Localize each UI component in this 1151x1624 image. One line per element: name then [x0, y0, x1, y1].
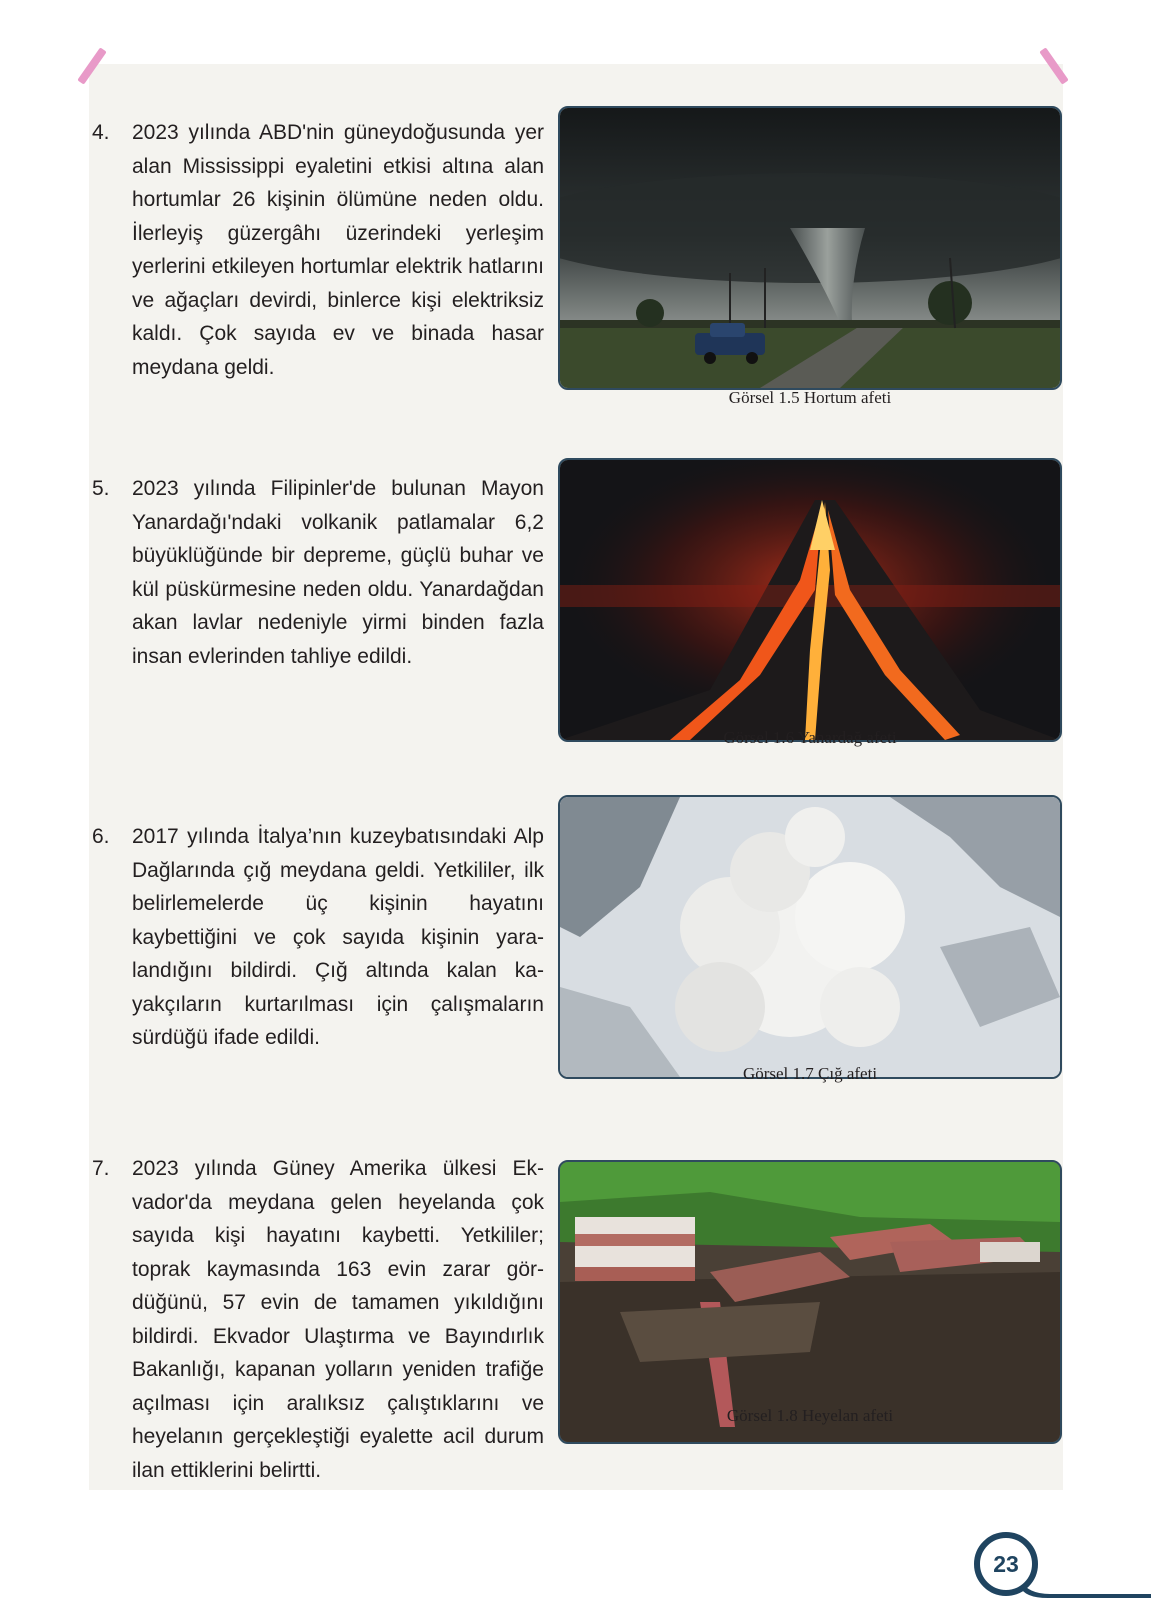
item-text: 2017 yılında İtalya’nın kuzeybatısındaki Alp Dağlarında çığ meydana geldi. Yetkililer, ilk belirlemelerde üç kişinin hayatını kaybettiğini ve çok sayıda kişinin yaralandığını bildirdi. Çığ altında kalan kayakçıların kurtarılması için çalışmaların sürdüğü ifade edildi. [132, 825, 544, 1049]
item-text: 2023 yılında Filipinler'de bulunan Mayon Yanardağı'ndaki volkanik patlamalar 6,2 büyüklüğünde bir depreme, güçlü buhar ve kül püskürmesine neden oldu. Yanardağdan akan lavlar nedeniyle yirmi binden fazla insan evlerinden tahliye edildi. [132, 477, 544, 668]
figure-caption: Görsel 1.6 Yanardağ afeti [723, 728, 897, 747]
item-text: 2023 yılında ABD'nin güneydoğusunda yer alan Mississippi eyaletini etkisi altına alan hortumlar 26 kişinin ölümüne neden oldu. İlerleyiş güzergâhı üzerindeki yerleşim yerlerini etkileyen hortumlar elektrik hatlarını ve ağaçları devirdi, binlerce kişi elektriksiz kaldı. Çok sayıda ev ve binada hasar meydana geldi. [132, 121, 544, 379]
item-number: 6. [92, 825, 110, 848]
item-number: 7. [92, 1157, 110, 1180]
item-number: 5. [92, 477, 110, 500]
item-number: 4. [92, 121, 110, 144]
figure-caption: Görsel 1.8 Heyelan afeti [726, 1406, 894, 1425]
page-number: 23 [974, 1532, 1038, 1596]
volcano-photo [558, 458, 1062, 742]
item-text: 2023 yılında Güney Amerika ülkesi Ekvador'da meydana gelen heyelanda çok sayıda kişi hayatını kaybetti. Yetkililer; toprak kaymasında 163 evin zarar gördüğünü, 57 evin de tamamen yıkıldığını bildirdi. Ekvador Ulaştırma ve Bayındırlık Bakanlığı, kapanan yolların yeniden trafiğe açılması için aralıksız çalıştıklarını ve heyelanın gerçekleştiği eyalette acil durum ilan ettiklerini belirtti. [132, 1157, 544, 1482]
figure-caption: Görsel 1.7 Çığ afeti [742, 1064, 878, 1083]
figure-caption: Görsel 1.5 Hortum afeti [728, 388, 892, 407]
tornado-photo [558, 106, 1062, 390]
landslide-photo [558, 1160, 1062, 1444]
page-tab-decoration [1020, 1580, 1151, 1598]
avalanche-photo [558, 795, 1062, 1079]
